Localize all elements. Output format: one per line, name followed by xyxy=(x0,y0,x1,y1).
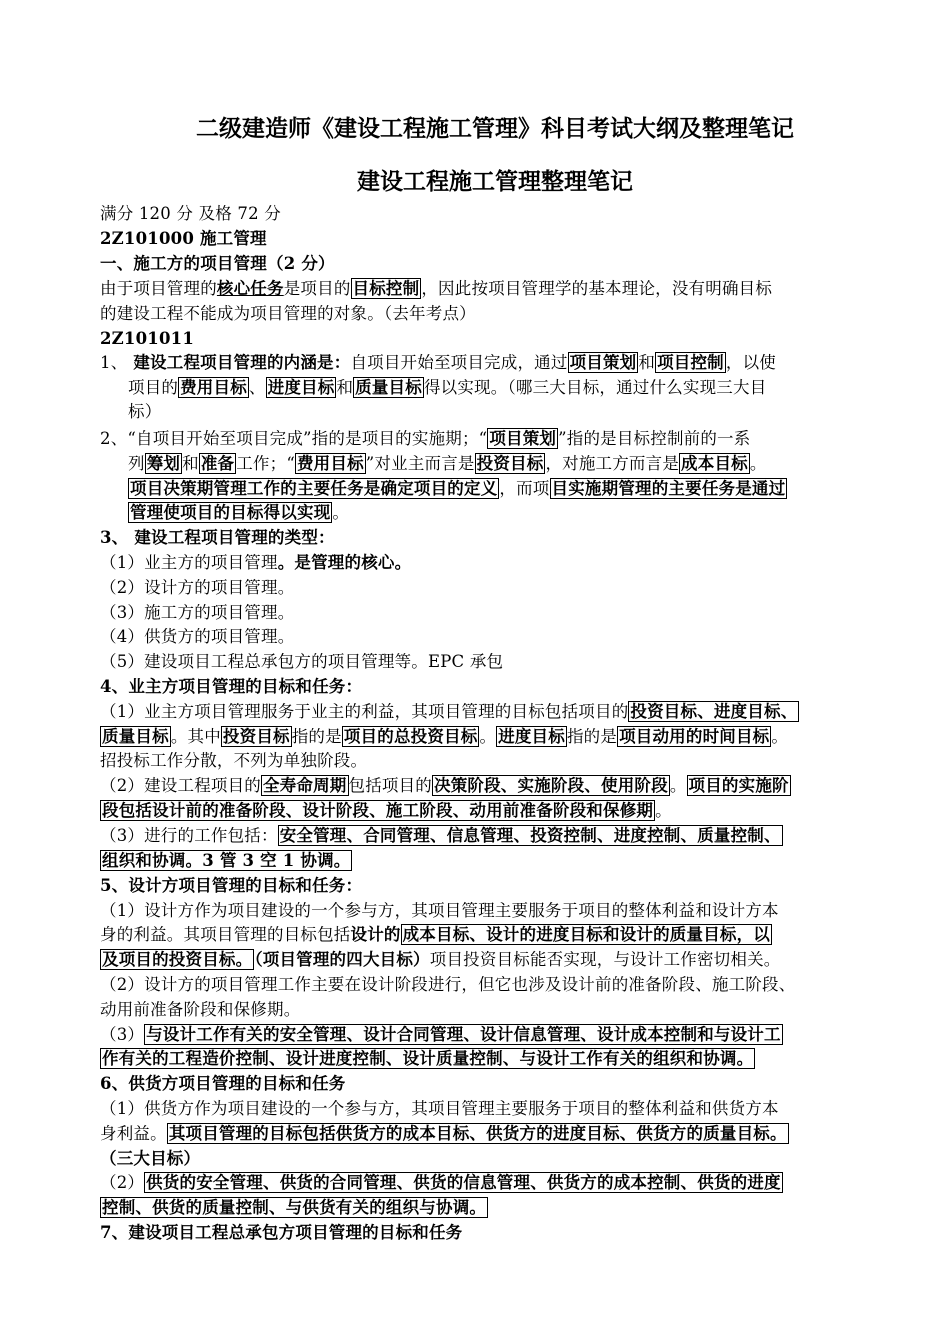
section-code: 2Z101000 施工管理 xyxy=(100,229,267,248)
section-4-line-3: 招投标工作分散，不列为单独阶段。 xyxy=(100,751,368,770)
section-4-line-5: 段包括设计前的准备阶段、设计阶段、施工阶段、动用前准备阶段和保修期 。 xyxy=(102,801,672,820)
document-subtitle: 建设工程施工管理整理笔记 xyxy=(357,168,633,195)
section-5-line-4: （2）设计方的项目管理工作主要在设计阶段进行，但它也涉及设计前的准备阶段、施工阶段、 xyxy=(100,975,796,994)
subsection-code: 2Z101011 xyxy=(100,329,195,348)
section-5-line-7: 作有关的工程造价控制、设计进度控制、设计质量控制、与设计工作有关的组织和协调。 xyxy=(102,1049,754,1068)
type-1: （1）业主方的项目管理。是管理的核心。 xyxy=(100,553,412,572)
heading-6: 6、供货方项目管理的目标和任务 xyxy=(100,1074,346,1093)
heading-7: 7、建设项目工程总承包方项目管理的目标和任务 xyxy=(100,1223,463,1242)
item-2-line-1: 2、“自项目开始至项目完成”指的是项目的实施期；“ 项目策划 ”指的是目标控制前的一系 xyxy=(100,429,751,448)
type-3: （3）施工方的项目管理。 xyxy=(100,603,295,622)
paragraph-1-line-2: 的建设工程不能成为项目管理的对象。（去年考点） xyxy=(100,304,476,323)
section-5-line-5: 动用前准备阶段和保修期。 xyxy=(100,1000,301,1019)
section-6-line-3: （三大目标） xyxy=(100,1149,201,1168)
item-2-line-3: 项目决策期管理工作的主要任务是确定项目的定义 ，而项 目实施期管理的主要任务是通过 xyxy=(130,479,786,498)
item-1-line-2: 项目的 费用目标 、 进度目标 和 质量目标 得以实现。（哪三大目标，通过什么实现三大目 xyxy=(128,378,767,397)
section-6-line-1: （1）供货方作为项目建设的一个参与方，其项目管理主要服务于项目的整体利益和供货方本 xyxy=(100,1099,779,1118)
section-6-line-5: 控制、供货的质量控制、与供货有关的组织与协调。 xyxy=(102,1198,487,1217)
type-2: （2）设计方的项目管理。 xyxy=(100,578,295,597)
section-6-line-2: 身利益。 其项目管理的目标包括供货方的成本目标、供货方的进度目标、供货方的质量目标。 xyxy=(100,1124,787,1143)
type-5: （5）建设项目工程总承包方的项目管理等。EPC 承包 xyxy=(100,652,504,671)
type-4: （4）供货方的项目管理。 xyxy=(100,627,295,646)
item-1-line-3: 标） xyxy=(128,402,162,421)
section-6-line-4: （2） 供货的安全管理、供货的合同管理、供货的信息管理、供货方的成本控制、供货的进度 xyxy=(100,1173,781,1192)
section-5-line-1: （1）设计方作为项目建设的一个参与方，其项目管理主要服务于项目的整体利益和设计方本 xyxy=(100,901,779,920)
paragraph-1-line-1: 由于项目管理的核心任务是项目的 目标控制 ，因此按项目管理学的基本理论，没有明确目标 xyxy=(100,279,773,298)
section-4-line-6: （3）进行的工作包括： 安全管理、合同管理、信息管理、投资控制、进度控制、质量控制、 xyxy=(100,826,781,845)
heading-5: 5、设计方项目管理的目标和任务： xyxy=(100,876,363,895)
section-4-line-2: 质量目标 。其中 投资目标 指的是 项目的总投资目标 。 进度目标 指的是 项目动用的时间目标 。 xyxy=(102,727,789,746)
section-5-line-2: 身的利益。其项目管理的目标包括设计的 成本目标、设计的进度目标和设计的质量目标，以 xyxy=(100,925,771,944)
section-4-line-1: （1）业主方项目管理服务于业主的利益，其项目管理的目标包括项目的 投资目标、进度目标、 xyxy=(100,702,798,721)
document-title: 二级建造师《建设工程施工管理》科目考试大纲及整理笔记 xyxy=(196,115,794,142)
heading-1: 一、施工方的项目管理（2 分） xyxy=(100,254,335,273)
section-5-line-6: （3） 与设计工作有关的安全管理、设计合同管理、设计信息管理、设计成本控制和与设计工 xyxy=(100,1025,781,1044)
item-2-line-4: 管理使项目的目标得以实现 。 xyxy=(130,503,350,522)
section-4-line-7: 组织和协调。3 管 3 空 1 协调。 xyxy=(102,851,351,870)
item-2-line-2: 列 筹划 和 准备 工作；“ 费用目标 ”对业主而言是 投资目标 ，对施工方而言是 成本目标 。 xyxy=(128,454,767,473)
heading-3: 3、 建设工程项目管理的类型： xyxy=(100,528,335,547)
item-1-line-1: 1、 建设工程项目管理的内涵是：自项目开始至项目完成，通过 项目策划 和 项目控制 ，以使 xyxy=(100,353,776,372)
score-line: 满分 120 分 及格 72 分 xyxy=(100,204,281,223)
section-5-line-3: 及项目的投资目标。 （项目管理的四大目标）项目投资目标能否实现，与设计工作密切相关。 xyxy=(102,950,781,969)
heading-4: 4、业主方项目管理的目标和任务： xyxy=(100,677,363,696)
section-4-line-4: （2）建设工程项目的 全寿命周期 包括项目的 决策阶段、实施阶段、使用阶段 。 项目的实施阶 xyxy=(100,776,789,795)
